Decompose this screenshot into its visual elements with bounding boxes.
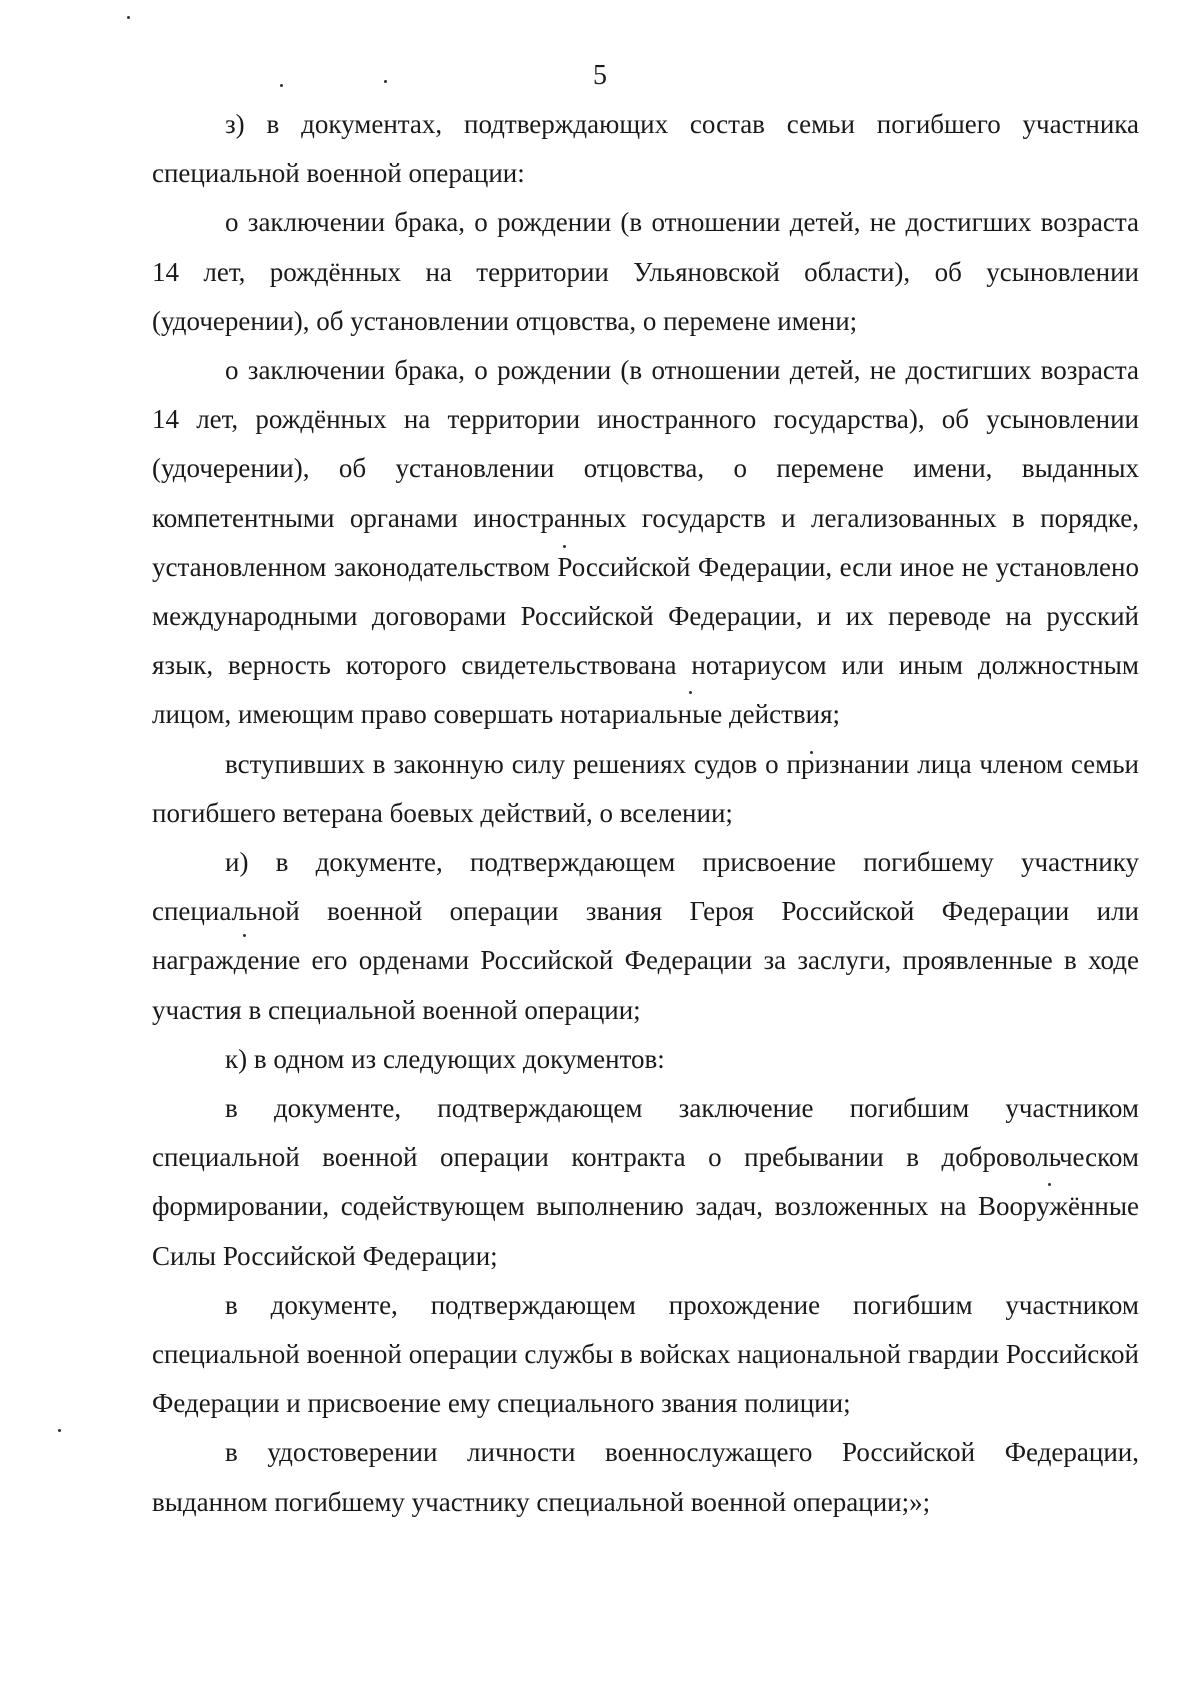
paragraph-national-guard-service: в документе, подтверждающем прохождение погибшим участником специальной военной операции службы в войсках национальной гвардии Российской Федерации и присвоение ему специального звания полиции; — [152, 1289, 1139, 1419]
page-number: 5 — [593, 60, 607, 91]
scan-speck — [127, 16, 130, 19]
paragraph-ulyanovsk-certificates: о заключении брака, о рождении (в отношении детей, не достигших возраста 14 лет, рождённых на территории Ульяновской области), об усыновлении (удочерении), об установлении отцовства, о перемене имени; — [152, 207, 1139, 336]
paragraph-i-hero-award: и) в документе, подтверждающем присвоение погибшему участнику специальной военной операции звания Героя Российской Федерации или награждение его орденами Российской Федерации за заслуги, проявленные в ходе участия в специальной военной операции; — [152, 847, 1139, 1025]
paragraph-z-family-documents: з) в документах, подтверждающих состав семьи погибшего участника специальной военной операции: — [152, 109, 1139, 189]
paragraph-court-decisions: вступивших в законную силу решениях судов о признании лица членом семьи погибшего ветерана боевых действий, о вселении; — [152, 748, 1139, 828]
paragraph-volunteer-contract: в документе, подтверждающем заключение погибшим участником специальной военной операции контракта о пребывании в добровольческом формировании, содействующем выполнению задач, возложенных на Вооружённые Силы Российской Федерации; — [152, 1093, 1139, 1271]
paragraph-foreign-certificates: о заключении брака, о рождении (в отношении детей, не достигших возраста 14 лет, рождённых на территории иностранного государства), об усыновлении (удочерении), об установлении отцовства, о перемене имени, выданных компетентными органами иностранных государств и легализованных в порядке, установленном законодательством Российской Федерации, если иное не установлено международными договорами Российской Федерации, и их переводе на русский язык, верность которого свидетельствована нотариусом или иным должностным лицом, имеющим право совершать нотариальные действия; — [152, 355, 1139, 730]
paragraph-military-id: в удостоверении личности военнослужащего Российской Федерации, выданном погибшему участнику специальной военной операции;»; — [152, 1437, 1139, 1517]
paragraph-k-documents-list: к) в одном из следующих документов: — [225, 1043, 665, 1074]
document-body — [152, 100, 1139, 1527]
scan-speck — [58, 1429, 61, 1432]
